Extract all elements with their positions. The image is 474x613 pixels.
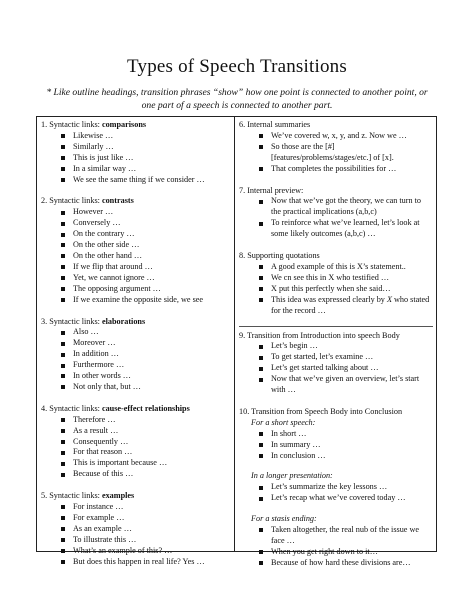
list-item: If we examine the opposite side, we see [41, 295, 231, 306]
list-item: Furthermore … [41, 360, 231, 371]
list-item: Therefore … [41, 415, 231, 426]
section-heading: 4. Syntactic links: cause-effect relationships [41, 403, 190, 413]
list-item: In conclusion … [239, 451, 433, 462]
section-heading: 1. Syntactic links: comparisons [41, 120, 147, 129]
bullet-list [41, 131, 231, 186]
list-item: X put this perfectly when she said… [239, 284, 433, 295]
list-item: Let’s begin … [239, 341, 433, 352]
bullet-list [239, 429, 433, 462]
bullet-list [41, 327, 231, 392]
list-item: The opposing argument … [41, 284, 231, 295]
list-item: When you get right down to it… [239, 547, 433, 558]
list-item: Let’s get started talking about … [239, 363, 433, 374]
bullet-list [239, 131, 433, 175]
section-supporting-quotations [239, 251, 433, 316]
section-heading: 9. Transition from Introduction into speech Body [239, 330, 400, 340]
list-item: For example … [41, 513, 231, 524]
list-item: Let’s recap what we’ve covered today … [239, 493, 433, 504]
list-item: If we flip that around … [41, 262, 231, 273]
left-column [41, 120, 231, 579]
list-item: Yet, we cannot ignore … [41, 273, 231, 284]
list-item: On the other hand … [41, 251, 231, 262]
list-item: As a result … [41, 426, 231, 437]
section-cause-effect [41, 404, 231, 480]
list-item: In summary … [239, 440, 433, 451]
list-item: We cn see this in X who testified … [239, 273, 433, 284]
bullet-list [41, 502, 231, 567]
list-item: In short … [239, 429, 433, 440]
bullet-list [41, 207, 231, 305]
column-divider [234, 117, 235, 551]
section-internal-summaries [239, 120, 433, 175]
list-item: To illustrate this … [41, 535, 231, 546]
bullet-list [41, 415, 231, 480]
list-item: For instance … [41, 502, 231, 513]
list-item: Because of this … [41, 469, 231, 480]
transitions-table [36, 116, 437, 567]
list-item: Not only that, but … [41, 382, 231, 393]
page-subtitle: * Like outline headings, transition phrases “show” how one point is connected to another point, or one part of a speech is connected to another part. [46, 87, 428, 111]
bullet-list [239, 196, 433, 240]
section-heading: 7. Internal preview: [239, 185, 304, 195]
section-elaborations [41, 317, 231, 393]
list-item: For that reason … [41, 447, 231, 458]
list-item: As an example … [41, 524, 231, 535]
bullet-list [239, 262, 433, 317]
list-item: Let’s summarize the key lessons … [239, 482, 433, 493]
subheading-longer-presentation: In a longer presentation: [251, 471, 333, 481]
list-item: What’s an example of this? … [41, 546, 231, 557]
list-item: This idea was expressed clearly by X who stated for the record … [239, 295, 433, 317]
list-item: Now that we’ve given an overview, let’s start with … [239, 374, 433, 396]
list-item: We’ve covered w, x, y, and z. Now we … [239, 131, 433, 142]
list-item: On the other side … [41, 240, 231, 251]
list-item: In a similar way … [41, 164, 231, 175]
list-item: To get started, let’s examine … [239, 352, 433, 363]
section-contrasts [41, 196, 231, 305]
list-item: In other words … [41, 371, 231, 382]
right-column [239, 120, 433, 580]
section-internal-preview [239, 186, 433, 241]
list-item: So those are the [#] [features/problems/stages/etc.] of [x]. [239, 142, 433, 164]
list-item: However … [41, 207, 231, 218]
section-heading: 3. Syntactic links: elaborations [41, 316, 146, 326]
list-item: That completes the possibilities for … [239, 164, 433, 175]
section-rule [239, 326, 433, 327]
list-item: In addition … [41, 349, 231, 360]
page-title: Types of Speech Transitions [127, 56, 347, 77]
list-item: On the contrary … [41, 229, 231, 240]
section-heading: 8. Supporting quotations [239, 251, 320, 261]
list-item: But does this happen in real life? Yes … [41, 557, 231, 568]
bullet-list [239, 341, 433, 396]
section-intro-to-body [239, 331, 433, 396]
list-item: Also … [41, 327, 231, 338]
list-item: Similarly … [41, 142, 231, 153]
section-heading: 2. Syntactic links: contrasts [41, 196, 134, 206]
bullet-list [239, 482, 433, 504]
section-comparisons [41, 120, 231, 185]
list-item: A good example of this is X’s statement.. [239, 262, 433, 273]
list-item: Because of how hard these divisions are… [239, 558, 433, 569]
list-item: We see the same thing if we consider … [41, 175, 231, 186]
list-item: This is important because … [41, 458, 231, 469]
list-item: To reinforce what we’ve learned, let’s look at some likely outcomes (a,b,c) … [239, 218, 433, 240]
list-item: Conversely … [41, 218, 231, 229]
list-item: Now that we’ve got the theory, we can turn to the practical implications (a,b,c) [239, 196, 433, 218]
section-heading: 6. Internal summaries [239, 120, 311, 129]
list-item: Likewise … [41, 131, 231, 142]
list-item: Consequently … [41, 437, 231, 448]
section-examples [41, 491, 231, 567]
subheading-short-speech: For a short speech: [251, 417, 316, 427]
section-body-to-conclusion [239, 407, 433, 569]
section-heading: 5. Syntactic links: examples [41, 491, 135, 501]
list-item: Taken altogether, the real nub of the issue we face … [239, 525, 433, 547]
list-item: Moreover … [41, 338, 231, 349]
list-item: This is just like … [41, 153, 231, 164]
section-heading: 10. Transition from Speech Body into Conclusion [239, 406, 403, 416]
subheading-stasis-ending: For a stasis ending: [251, 514, 317, 524]
bullet-list [239, 525, 433, 569]
